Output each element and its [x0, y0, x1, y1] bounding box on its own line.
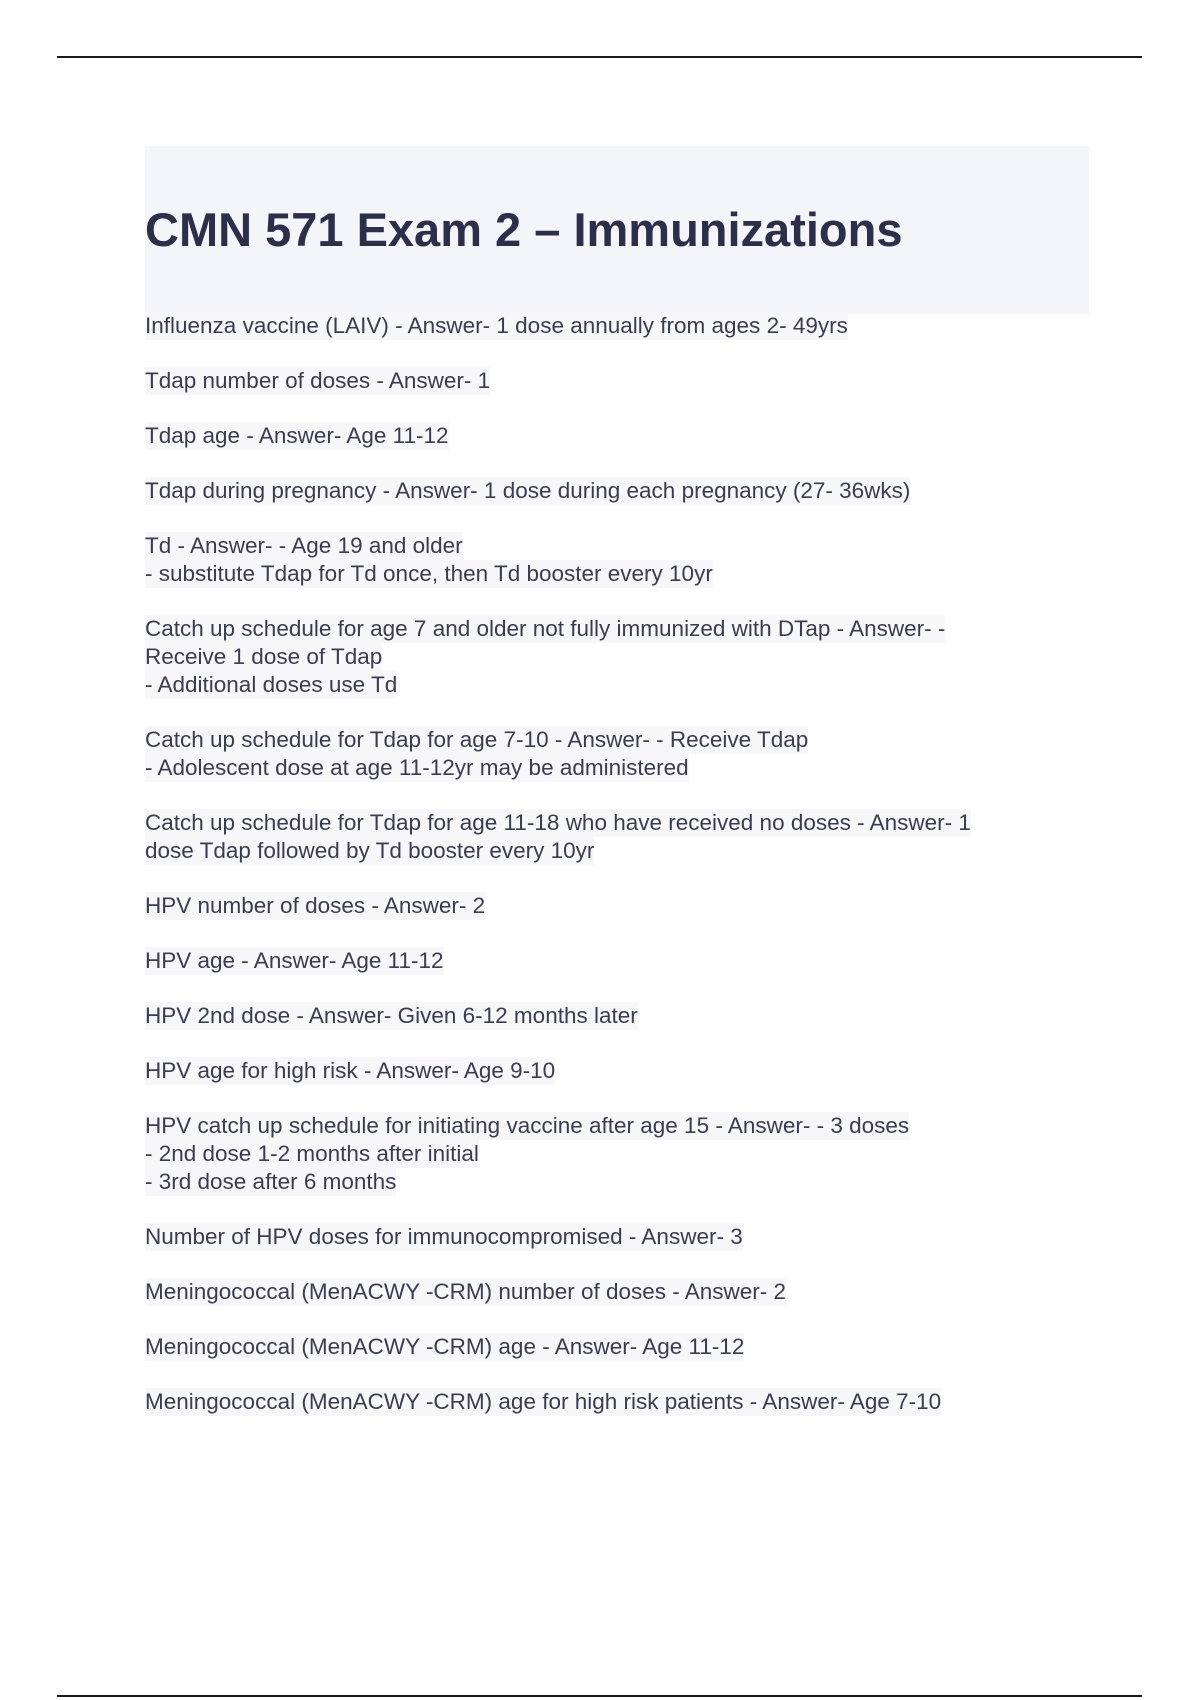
qa-line: Td - Answer- - Age 19 and older — [145, 533, 463, 558]
qa-item-influenza-laiv — [145, 312, 1065, 340]
qa-line: HPV number of doses - Answer- 2 — [145, 893, 486, 918]
qa-item-hpv-immunocompromised — [145, 1223, 1065, 1251]
qa-line: HPV 2nd dose - Answer- Given 6-12 months later — [145, 1003, 638, 1028]
qa-line: Catch up schedule for age 7 and older not fully immunized with DTap - Answer- - — [145, 616, 946, 641]
qa-line: Number of HPV doses for immunocompromised - Answer- 3 — [145, 1224, 743, 1249]
qa-line: Catch up schedule for Tdap for age 7-10 - Answer- - Receive Tdap — [145, 727, 809, 752]
qa-line: HPV catch up schedule for initiating vaccine after age 15 - Answer- - 3 doses — [145, 1113, 910, 1138]
qa-line: - substitute Tdap for Td once, then Td booster every 10yr — [145, 561, 713, 586]
qa-item-hpv-catchup — [145, 1112, 1065, 1196]
qa-line: Meningococcal (MenACWY -CRM) age - Answer- Age 11-12 — [145, 1334, 745, 1359]
qa-item-tdap-doses — [145, 367, 1065, 395]
qa-line: Tdap age - Answer- Age 11-12 — [145, 423, 449, 448]
qa-item-menacwy-high-risk — [145, 1388, 1065, 1416]
qa-item-hpv-2nd-dose — [145, 1002, 1065, 1030]
qa-line: Influenza vaccine (LAIV) - Answer- 1 dose annually from ages 2- 49yrs — [145, 313, 848, 338]
qa-item-tdap-pregnancy — [145, 477, 1065, 505]
qa-line: HPV age for high risk - Answer- Age 9-10 — [145, 1058, 556, 1083]
page-title: CMN 571 Exam 2 – Immunizations — [145, 203, 903, 256]
qa-item-catchup-tdap-7-10 — [145, 726, 1065, 782]
qa-line: - Adolescent dose at age 11-12yr may be administered — [145, 755, 689, 780]
qa-item-menacwy-age — [145, 1333, 1065, 1361]
qa-item-catchup-age7-dtap — [145, 615, 1065, 699]
qa-line: Tdap number of doses - Answer- 1 — [145, 368, 491, 393]
qa-line: - 3rd dose after 6 months — [145, 1169, 397, 1194]
qa-line: Tdap during pregnancy - Answer- 1 dose during each pregnancy (27- 36wks) — [145, 478, 911, 503]
qa-line: - 2nd dose 1-2 months after initial — [145, 1141, 479, 1166]
qa-item-td — [145, 532, 1065, 588]
qa-list — [145, 312, 1065, 1443]
qa-item-tdap-age — [145, 422, 1065, 450]
qa-line: HPV age - Answer- Age 11-12 — [145, 948, 444, 973]
qa-item-hpv-age — [145, 947, 1065, 975]
qa-line: Receive 1 dose of Tdap — [145, 644, 383, 669]
top-rule — [57, 56, 1142, 58]
qa-item-menacwy-doses — [145, 1278, 1065, 1306]
qa-item-hpv-high-risk — [145, 1057, 1065, 1085]
qa-item-hpv-doses — [145, 892, 1065, 920]
qa-line: - Additional doses use Td — [145, 672, 398, 697]
qa-line: Catch up schedule for Tdap for age 11-18 who have received no doses - Answer- 1 — [145, 810, 971, 835]
qa-line: Meningococcal (MenACWY -CRM) number of doses - Answer- 2 — [145, 1279, 787, 1304]
qa-line: Meningococcal (MenACWY -CRM) age for high risk patients - Answer- Age 7-10 — [145, 1389, 942, 1414]
bottom-rule — [57, 1695, 1142, 1697]
qa-item-catchup-tdap-11-18 — [145, 809, 1065, 865]
qa-line: dose Tdap followed by Td booster every 10yr — [145, 838, 595, 863]
